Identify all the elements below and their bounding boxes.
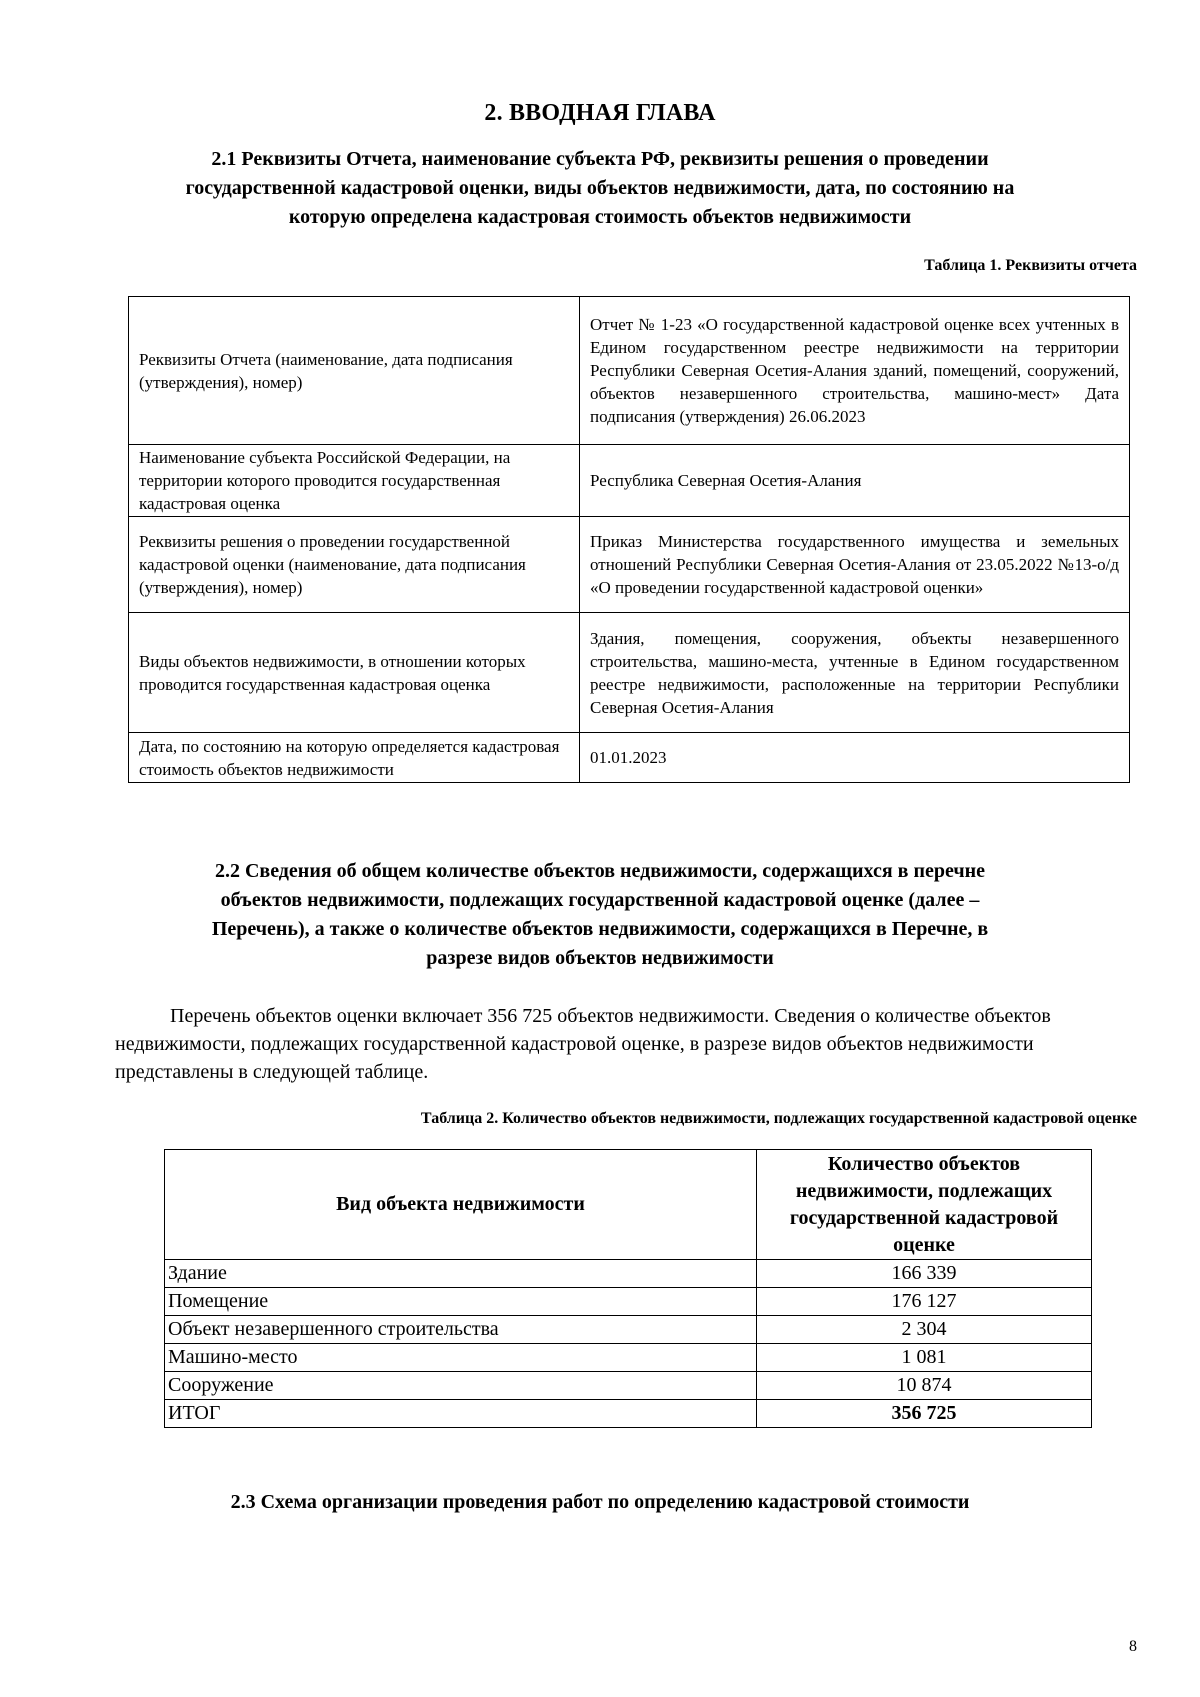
table-row (165, 1288, 1092, 1316)
column-header-count: Количество объектов недвижимости, подлежащих государственной кадастровой оценке (757, 1150, 1092, 1260)
cell-count: 166 339 (757, 1260, 1092, 1288)
row-value: Приказ Министерства государственного имущества и земельных отношений Республики Северная Осетия-Алания от 23.05.2022 №13-о/д «О проведении государственной кадастровой оценки» (580, 517, 1130, 613)
heading-line: 2.1 Реквизиты Отчета, наименование субъекта РФ, реквизиты решения о проведении (211, 148, 989, 170)
table-1-caption: Таблица 1. Реквизиты отчета (924, 257, 1137, 274)
table-row (165, 1316, 1092, 1344)
table-row (165, 1372, 1092, 1400)
heading-line: Перечень), а также о количестве объектов недвижимости, содержащихся в Перечне, в (211, 918, 989, 940)
cell-type: Объект незавершенного строительства (165, 1316, 757, 1344)
section-2-2-heading (60, 857, 1140, 973)
row-value: Здания, помещения, сооружения, объекты незавершенного строительства, машино-места, учтенные в Едином государственном реестре недвижимости, расположенные на территории Республики Северная Осетия-Алания (580, 613, 1130, 733)
page-number: 8 (1129, 1638, 1137, 1655)
report-details-table (128, 296, 1130, 783)
cell-type: Здание (165, 1260, 757, 1288)
cell-type: Помещение (165, 1288, 757, 1316)
table-row (129, 613, 1130, 733)
cell-count: 2 304 (757, 1316, 1092, 1344)
table-row (129, 297, 1130, 445)
row-label: Наименование субъекта Российской Федерации, на территории которого проводится государственная кадастровая оценка (129, 445, 580, 517)
table-row (129, 517, 1130, 613)
cell-type: Сооружение (165, 1372, 757, 1400)
row-label: Дата, по состоянию на которую определяется кадастровая стоимость объектов недвижимости (129, 733, 580, 783)
heading-line: 2.2 Сведения об общем количестве объектов недвижимости, содержащихся в перечне (214, 860, 986, 882)
row-value: Отчет № 1-23 «О государственной кадастровой оценке всех учтенных в Едином государственном реестре недвижимости на территории Республики Северная Осетия-Алания зданий, помещений, сооружений, объектов незавершенного строительства, машино-мест» Дата подписания (утверждения) 26.06.2023 (580, 297, 1130, 445)
heading-line: разрезе видов объектов недвижимости (426, 947, 774, 969)
heading-line: государственной кадастровой оценки, виды объектов недвижимости, дата, по состоянию на (185, 177, 1015, 199)
heading-line: объектов недвижимости, подлежащих государственной кадастровой оценке (далее – (220, 889, 980, 911)
table-row (165, 1260, 1092, 1288)
table-row (129, 445, 1130, 517)
row-value: Республика Северная Осетия-Алания (580, 445, 1130, 517)
row-value: 01.01.2023 (580, 733, 1130, 783)
cell-count: 1 081 (757, 1344, 1092, 1372)
cell-count: 10 874 (757, 1372, 1092, 1400)
objects-count-table (164, 1149, 1092, 1428)
cell-type: Машино-место (165, 1344, 757, 1372)
table-header-row (165, 1150, 1092, 1260)
chapter-title: 2. ВВОДНАЯ ГЛАВА (484, 100, 716, 126)
heading-line: которую определена кадастровая стоимость объектов недвижимости (288, 206, 912, 228)
table-2-caption: Таблица 2. Количество объектов недвижимости, подлежащих государственной кадастровой оценке (420, 1110, 1137, 1127)
column-header-type: Вид объекта недвижимости (165, 1150, 757, 1260)
row-label: Реквизиты Отчета (наименование, дата подписания (утверждения), номер) (129, 297, 580, 445)
table-row (165, 1344, 1092, 1372)
section-2-1-heading (60, 145, 1140, 232)
row-label: Виды объектов недвижимости, в отношении которых проводится государственная кадастровая оценка (129, 613, 580, 733)
section-2-3-heading: 2.3 Схема организации проведения работ по определению кадастровой стоимости (230, 1491, 970, 1513)
row-label: Реквизиты решения о проведении государственной кадастровой оценки (наименование, дата подписания (утверждения), номер) (129, 517, 580, 613)
table-row (129, 733, 1130, 783)
total-count: 356 725 (757, 1400, 1092, 1428)
table-total-row (165, 1400, 1092, 1428)
total-label: ИТОГ (165, 1400, 757, 1428)
objects-count-paragraph: Перечень объектов оценки включает 356 725 объектов недвижимости. Сведения о количестве объектов недвижимости, подлежащих государственной кадастровой оценке, в разрезе видов объектов недвижимости представлены в следующей таблице. (115, 1005, 1051, 1083)
cell-count: 176 127 (757, 1288, 1092, 1316)
